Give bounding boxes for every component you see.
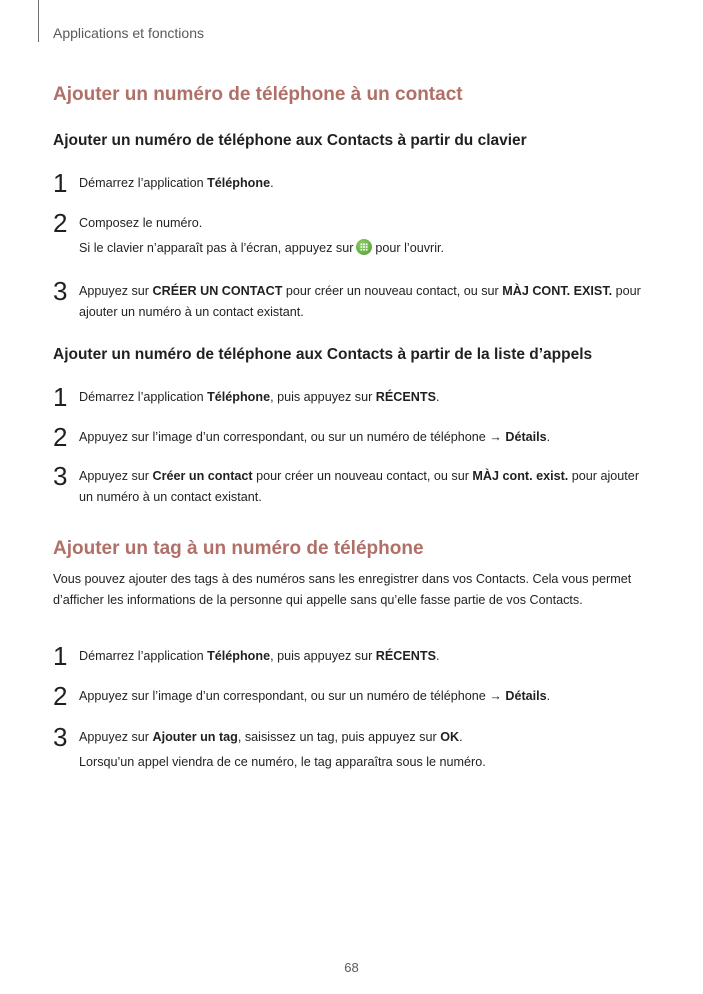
step-2 [53,208,643,259]
step-number: 3 [53,276,68,306]
page-number: 68 [344,960,359,975]
step-3 [53,722,643,773]
section-intro: Vous pouvez ajouter des tags à des numéros sans les enregistrer dans vos Contacts. Cela vous permet d’afficher les informations de la personne qui appelle sans qu’elle fasse partie de vos Contacts. [53,572,632,607]
step-text: Appuyez sur CRÉER UN CONTACT pour créer un nouveau contact, ou sur MÀJ CONT. EXIST. pour ajouter un numéro à un contact existant. [79,284,641,319]
step-2 [53,422,643,452]
chapter-title: Applications et fonctions [53,25,204,41]
step-1 [53,168,643,198]
step-number: 1 [53,168,68,198]
step-number: 1 [53,382,68,412]
step-number: 2 [53,208,68,238]
section-title-add-tag: Ajouter un tag à un numéro de téléphone [53,538,424,559]
section-title-add-number: Ajouter un numéro de téléphone à un contact [53,84,463,105]
step-text: Composez le numéro. Si le clavier n’apparaît pas à l’écran, appuyez sur pour l’ouvrir. [79,216,445,255]
step-text: Démarrez l’application Téléphone. [79,176,274,190]
step-2 [53,681,643,711]
step-text: Démarrez l’application Téléphone, puis appuyez sur RÉCENTS. [79,390,440,404]
step-number: 1 [53,641,68,671]
step-number: 2 [53,422,68,452]
step-3 [53,276,643,323]
step-number: 2 [53,681,68,711]
step-text: Appuyez sur Ajouter un tag, saisissez un tag, puis appuyez sur OK. Lorsqu’un appel viendra de ce numéro, le tag apparaîtra sous le numéro. [79,730,486,769]
step-1 [53,641,643,671]
step-1 [53,382,643,412]
header-rule [38,0,39,42]
step-text: Appuyez sur Créer un contact pour créer un nouveau contact, ou sur MÀJ cont. exist. pour ajouter un numéro à un contact existant. [79,469,640,504]
step-text: Démarrez l’application Téléphone, puis appuyez sur RÉCENTS. [79,649,440,663]
keypad-icon [356,239,372,255]
step-number: 3 [53,461,68,491]
step-3 [53,461,643,508]
step-text: Appuyez sur l’image d’un correspondant, ou sur un numéro de téléphone → Détails. [79,430,551,444]
subsection-title-from-keypad: Ajouter un numéro de téléphone aux Contacts à partir du clavier [53,132,527,149]
subsection-title-from-call-log: Ajouter un numéro de téléphone aux Contacts à partir de la liste d’appels [53,346,593,363]
step-text: Appuyez sur l’image d’un correspondant, ou sur un numéro de téléphone → Détails. [79,689,551,703]
step-number: 3 [53,722,68,752]
